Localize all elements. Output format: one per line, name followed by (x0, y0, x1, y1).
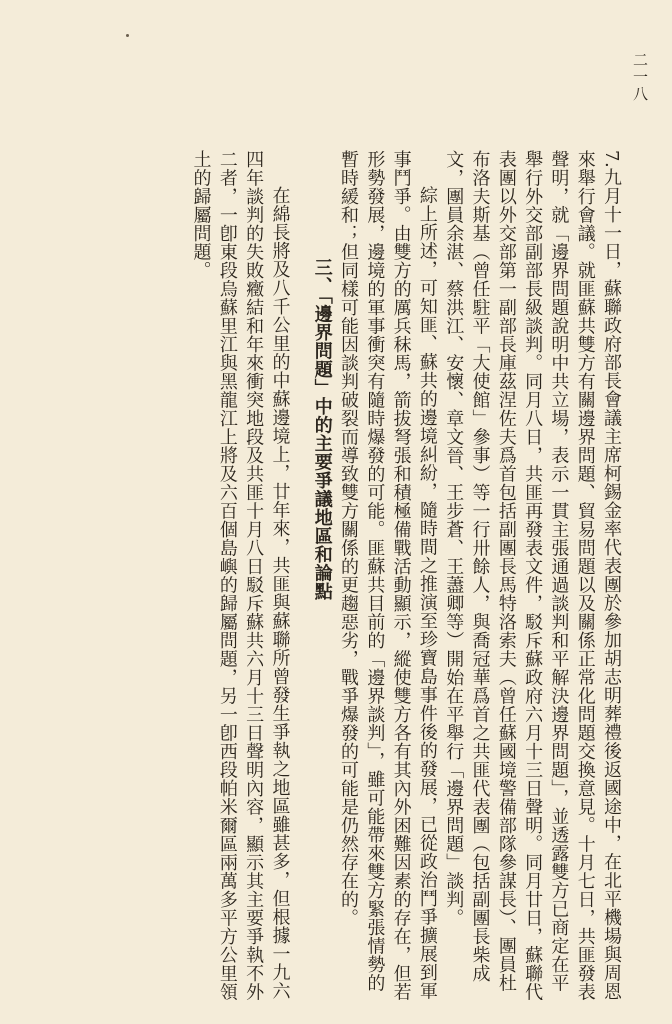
section-heading: 三、「邊界問題」中的主要爭議地區和論點 (311, 258, 333, 601)
item-7-paragraph: 7.九月十一日，蘇聯政府部長會議主席柯錫金率代表團於參加胡志明葬禮後返國途中，在北平機場與周恩來舉行會議。就匪蘇共雙方有關邊界問題、貿易問題以及關係正常化問題交換意見。十月七日，共匪發表聲明，就「邊界問題說明中共立場，表示一貫主張通過談判和平解決邊界問題」，並透露雙方已商定在平舉行外交部副部長級談判。同月八日，共匪再發表文件，駁斥蘇政府六月十三日聲明。同月廿日，蘇聯代表團以外交部第一副部長庫茲涅佐夫爲首包括副團長馬特洛索夫（曾任蘇國境警備部隊參謀長）、團員杜布洛夫斯基（曾任駐平「大使館」參事）等一行卅餘人，與喬冠華爲首之共匪代表團（包括副團長柴成文，團員余湛、蔡洪江、安懷、章文晉、王步蒼、王藎卿等）開始在平舉行「邊界問題」談判。 (443, 150, 622, 1001)
section-paragraph: 在綿長將及八千公里的中蘇邊境上，廿年來，共匪與蘇聯所曾發生爭執之地區雖甚多，但根據一九六四年談判的失敗癥結和年來衝突地段及共匪十月八日駁斥蘇共六月十三日聲明內容，顯示其主要爭執不外二者，一卽東段烏蘇里江與黑龍江上將及六百個島嶼的歸屬問題，另一卽西段帕米爾區兩萬多平方公里領土的歸屬問題。 (190, 150, 291, 1001)
body-text (187, 150, 624, 1010)
ink-speck (126, 34, 129, 37)
page-number: 二一八 (631, 52, 649, 103)
summary-paragraph: 綜上所述，可知匪、蘇共的邊境糾紛，隨時間之推演至珍寶島事件後的發展，已從政治鬥爭擴展到軍事鬥爭。由雙方的厲兵秣馬，箭拔弩張和積極備戰活動顯示，縱使雙方各有其內外困難因素的存在，但若形勢發展，邊境的軍事衝突有隨時爆發的可能。匪蘇共目前的「邊界談判」，雖可能帶來雙方緊張情勢的暫時緩和；但同樣可能因談判破裂而導致雙方關係的更趨惡劣，戰爭爆發的可能是仍然存在的。 (338, 150, 438, 1001)
